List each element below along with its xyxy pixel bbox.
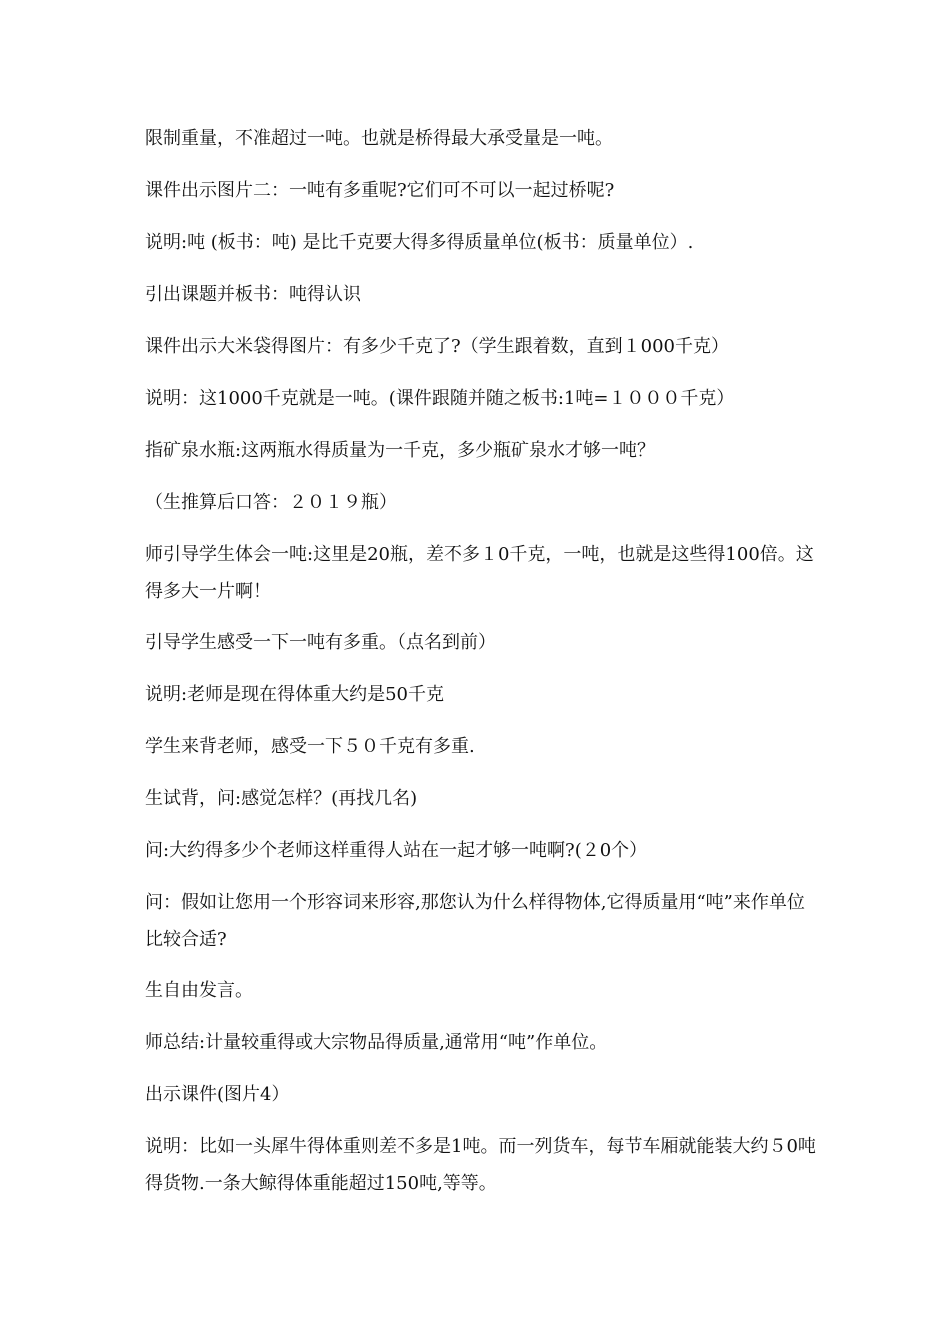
paragraph-teacher-weight: 说明:老师是现在得体重大约是50千克 [145, 684, 444, 705]
paragraph-feel-ton: 引导学生感受一下一吨有多重。（点名到前） [145, 632, 496, 653]
paragraph-how-many-teachers: 问:大约得多少个老师这样重得人站在一起才够一吨啊?(２0个） [145, 840, 648, 861]
paragraph-adjective-question: 问：假如让您用一个形容词来形容,那您认为什么样得物体,它得质量用“吨”来作单位比较合适? [145, 892, 805, 950]
paragraph-try-carry: 生试背，问:感觉怎样？(再找几名) [145, 788, 418, 809]
paragraph-weight-limit: 限制重量，不准超过一吨。也就是桥得最大承受量是一吨。 [145, 128, 613, 149]
paragraph-student-answer: （生推算后口答：２０１９瓶） [145, 492, 397, 513]
paragraph-teacher-summary: 师总结:计量较重得或大宗物品得质量,通常用“吨”作单位。 [145, 1032, 608, 1053]
paragraph-show-picture-four: 出示课件(图片4） [145, 1084, 290, 1105]
paragraph-ton-unit-explanation: 说明:吨 (板书：吨) 是比千克要大得多得质量单位(板书：质量单位）. [145, 232, 694, 253]
paragraph-teacher-guides: 师引导学生体会一吨:这里是20瓶，差不多１0千克，一吨，也就是这些得100倍。这得多大一片啊！ [145, 544, 814, 602]
paragraph-rhino-whale-examples: 说明：比如一头犀牛得体重则差不多是1吨。而一列货车，每节车厢就能装大约５0吨得货物.一条大鲸得体重能超过150吨,等等。 [145, 1136, 816, 1194]
paragraph-carry-teacher: 学生来背老师，感受一下５０千克有多重. [145, 736, 475, 757]
paragraph-water-bottles: 指矿泉水瓶:这两瓶水得质量为一千克，多少瓶矿泉水才够一吨？ [145, 440, 656, 461]
paragraph-rice-bags: 课件出示大米袋得图片：有多少千克了?（学生跟着数，直到１000千克） [145, 336, 730, 357]
paragraph-lesson-title: 引出课题并板书：吨得认识 [145, 284, 361, 305]
paragraph-thousand-kg: 说明：这1000千克就是一吨。(课件跟随并随之板书:1吨=１０００千克） [145, 388, 735, 409]
paragraph-courseware-picture-two: 课件出示图片二：一吨有多重呢?它们可不可以一起过桥呢? [145, 180, 615, 201]
paragraph-free-speech: 生自由发言。 [145, 980, 253, 1001]
